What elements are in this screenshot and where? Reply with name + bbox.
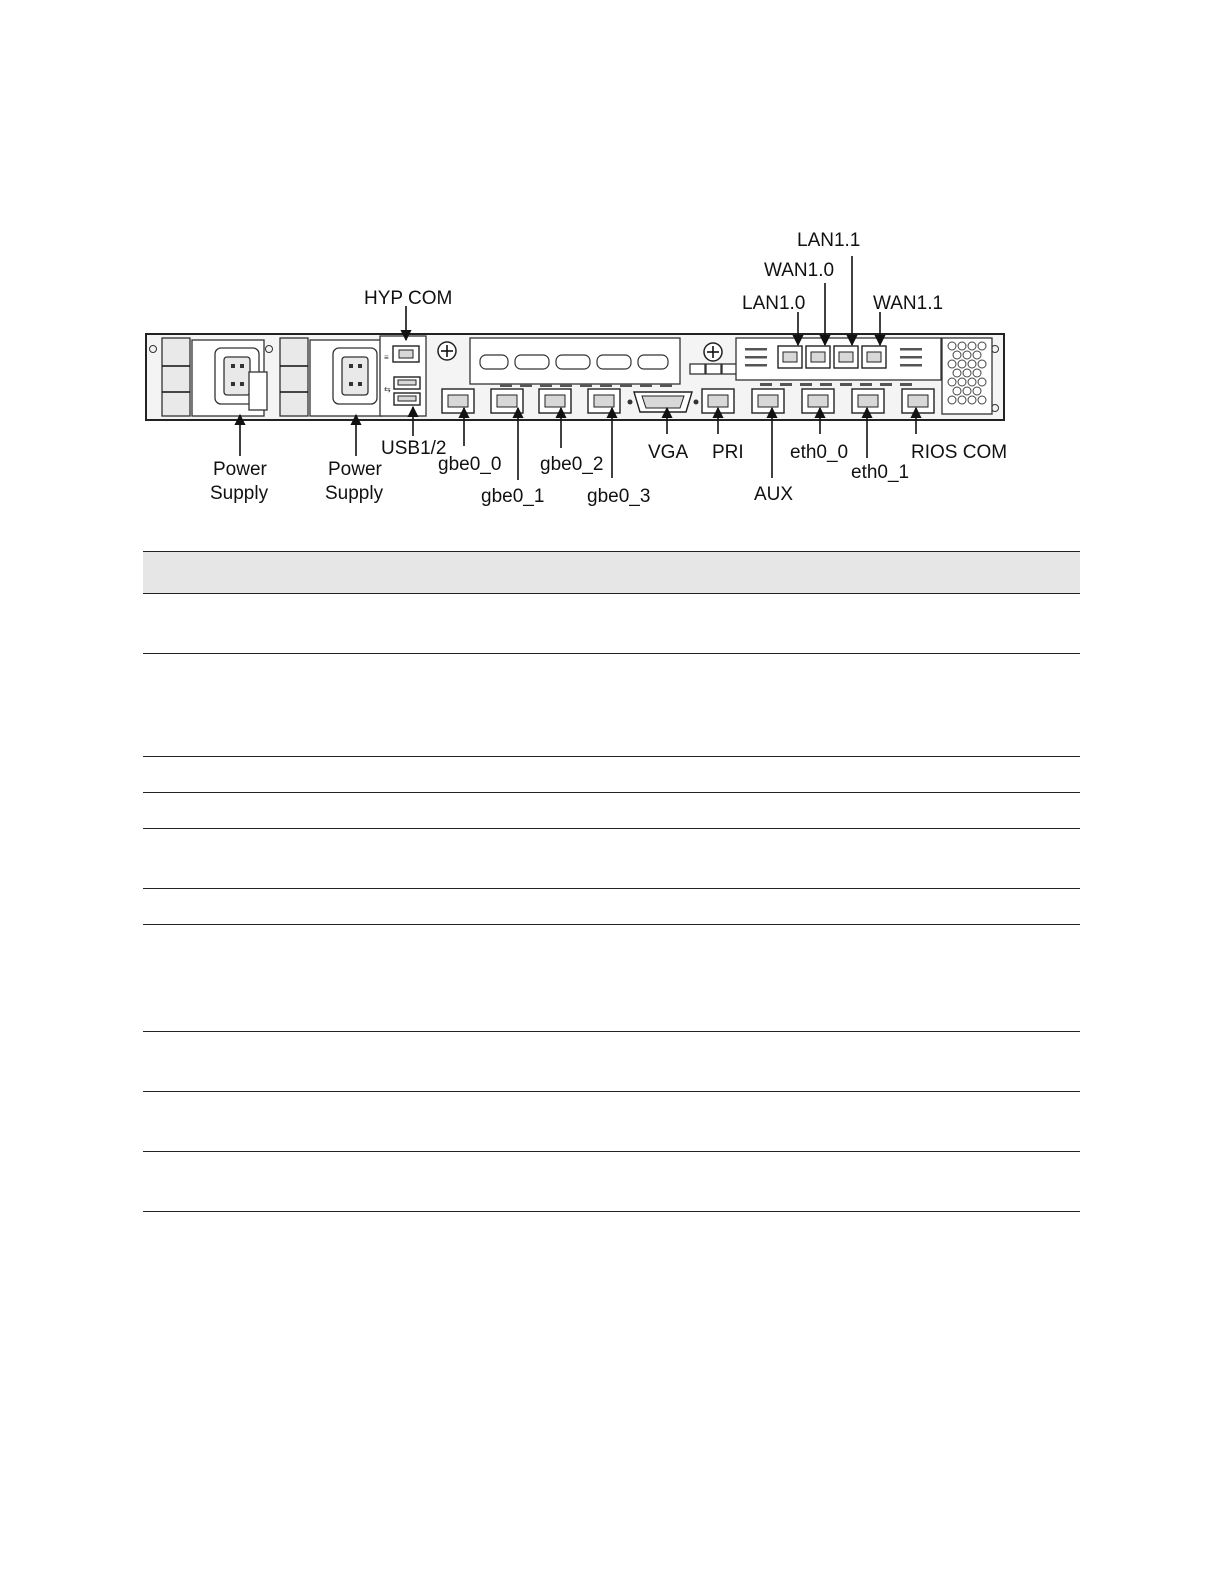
label-gbe0-2: gbe0_2	[540, 454, 604, 475]
port-gbe0-0	[442, 389, 474, 413]
table-header-row	[143, 552, 1080, 594]
port-gbe0-2	[539, 389, 571, 413]
table-cell	[143, 1152, 1080, 1212]
table-cell	[143, 654, 1080, 757]
vent-row-1	[500, 384, 672, 387]
table-cell	[143, 1032, 1080, 1092]
label-gbe0-0: gbe0_0	[438, 454, 502, 475]
label-wan1-1: WAN1.1	[873, 293, 944, 314]
svg-text:≡: ≡	[384, 353, 389, 362]
label-lan1-0: LAN1.0	[742, 293, 806, 314]
port-wan1-1	[862, 346, 886, 368]
label-gbe0-3: gbe0_3	[587, 486, 651, 507]
port-aux	[752, 389, 784, 413]
port-eth0-1	[852, 389, 884, 413]
table-row	[143, 793, 1080, 829]
label-rios-com: RIOS COM	[911, 442, 1008, 463]
io-stack	[380, 336, 426, 416]
table-row	[143, 654, 1080, 757]
table-row	[143, 1152, 1080, 1212]
table-cell	[143, 594, 1080, 654]
power-supply-1	[162, 338, 267, 416]
table-row	[143, 757, 1080, 793]
table-cell	[143, 925, 1080, 1032]
port-wan1-0	[806, 346, 830, 368]
table-row	[143, 594, 1080, 654]
label-pri: PRI	[712, 442, 744, 463]
table-header-cell	[143, 552, 1080, 594]
label-vga: VGA	[648, 442, 689, 463]
label-power-supply-1-line2: Supply	[210, 483, 269, 504]
ports-table	[143, 551, 1080, 1212]
label-aux: AUX	[754, 484, 794, 505]
svg-text:⇆: ⇆	[384, 385, 391, 394]
table-cell	[143, 757, 1080, 793]
port-lan1-0	[778, 346, 802, 368]
table-cell	[143, 889, 1080, 925]
pcie-bracket	[470, 338, 680, 384]
label-eth0-1: eth0_1	[851, 462, 910, 483]
table-row	[143, 829, 1080, 889]
table-row	[143, 1032, 1080, 1092]
table-row	[143, 925, 1080, 1032]
status-leds	[690, 364, 737, 374]
table-cell	[143, 793, 1080, 829]
label-lan1-1: LAN1.1	[797, 230, 861, 251]
label-power-supply-2-line2: Supply	[325, 483, 384, 504]
label-eth0-0: eth0_0	[790, 442, 849, 463]
table-cell	[143, 829, 1080, 889]
screw-2	[704, 343, 722, 361]
label-usb: USB1/2	[381, 438, 447, 459]
label-gbe0-1: gbe0_1	[481, 486, 545, 507]
label-hyp-com: HYP COM	[364, 288, 453, 309]
table-row	[143, 1092, 1080, 1152]
rear-panel-diagram	[0, 0, 1225, 520]
port-rios-com	[902, 389, 934, 413]
label-power-supply-1-line1: Power	[213, 459, 267, 480]
label-wan1-0: WAN1.0	[764, 260, 835, 281]
table-row	[143, 889, 1080, 925]
hex-vent	[942, 338, 992, 414]
power-supply-2	[280, 338, 382, 416]
port-eth0-0	[802, 389, 834, 413]
port-gbe0-3	[588, 389, 620, 413]
label-power-supply-2-line1: Power	[328, 459, 382, 480]
table-cell	[143, 1092, 1080, 1152]
screw-1	[438, 342, 456, 360]
port-lan1-1	[834, 346, 858, 368]
